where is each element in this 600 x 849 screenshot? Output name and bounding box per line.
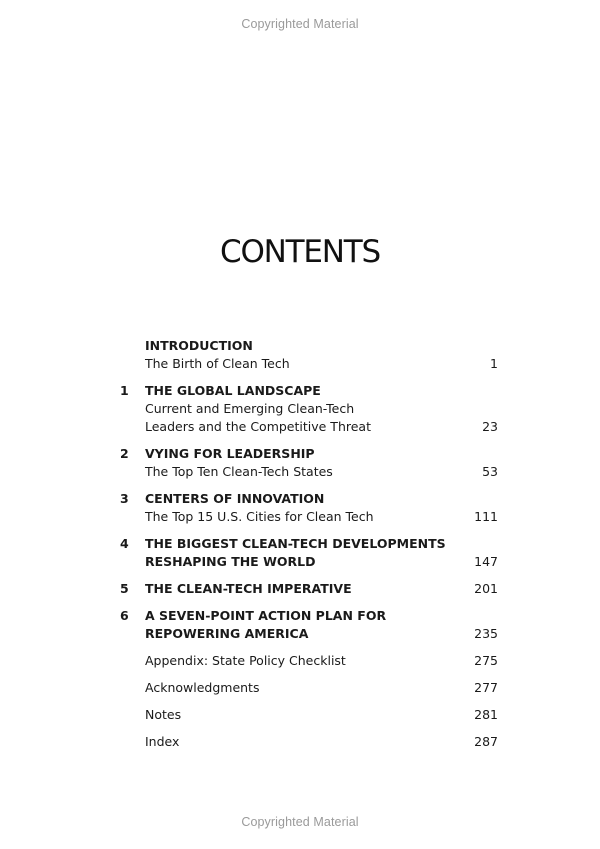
copyright-watermark-top: Copyrighted Material: [241, 17, 359, 31]
toc-entry-chapter-6[interactable]: [120, 607, 498, 643]
chapter-number: 2: [120, 446, 129, 461]
toc-page-number: 275: [474, 653, 498, 668]
toc-entry-chapter-4[interactable]: [120, 535, 498, 571]
toc-entry-introduction[interactable]: [120, 337, 498, 373]
toc-heading: VYING FOR LEADERSHIP: [145, 446, 315, 461]
toc-heading: INTRODUCTION: [145, 338, 253, 353]
chapter-number: 4: [120, 536, 129, 551]
toc-heading: RESHAPING THE WORLD: [145, 554, 316, 569]
toc-page-number: 281: [474, 707, 498, 722]
toc-label: Acknowledgments: [145, 680, 260, 695]
toc-label: Notes: [145, 707, 182, 722]
toc-entry-chapter-1[interactable]: [120, 382, 498, 436]
chapter-number: 1: [120, 383, 129, 398]
toc-subtitle: The Birth of Clean Tech: [145, 356, 290, 371]
toc-page-number: 235: [474, 626, 498, 641]
toc-subtitle: The Top 15 U.S. Cities for Clean Tech: [145, 509, 374, 524]
chapter-number: 3: [120, 491, 129, 506]
toc-entry-notes[interactable]: [120, 706, 498, 724]
toc-heading: A SEVEN-POINT ACTION PLAN FOR: [145, 608, 387, 623]
toc-page-number: 277: [474, 680, 498, 695]
toc-entry-appendix[interactable]: [120, 652, 498, 670]
toc-entry-chapter-2[interactable]: [120, 445, 498, 481]
chapter-number: 6: [120, 608, 129, 623]
table-of-contents: [120, 337, 498, 751]
toc-page-number: 201: [474, 581, 498, 596]
toc-heading: THE BIGGEST CLEAN-TECH DEVELOPMENTS: [145, 536, 446, 551]
toc-subtitle: Current and Emerging Clean-Tech: [145, 401, 355, 416]
toc-subtitle: Leaders and the Competitive Threat: [145, 419, 371, 434]
copyright-watermark-bottom: Copyrighted Material: [241, 815, 359, 829]
toc-page-number: 287: [474, 734, 498, 749]
toc-entry-index[interactable]: [120, 733, 498, 751]
toc-entry-acknowledgments[interactable]: [120, 679, 498, 697]
toc-heading: THE CLEAN-TECH IMPERATIVE: [145, 581, 352, 596]
toc-page-number: 1: [490, 356, 498, 371]
toc-entry-chapter-3[interactable]: [120, 490, 498, 526]
toc-heading: REPOWERING AMERICA: [145, 626, 309, 641]
toc-subtitle: The Top Ten Clean-Tech States: [145, 464, 333, 479]
toc-page-number: 23: [482, 419, 498, 434]
toc-heading: CENTERS OF INNOVATION: [145, 491, 325, 506]
toc-entry-chapter-5[interactable]: [120, 580, 498, 598]
chapter-number: 5: [120, 581, 129, 596]
toc-page-number: 147: [474, 554, 498, 569]
toc-heading: THE GLOBAL LANDSCAPE: [145, 383, 321, 398]
toc-page-number: 53: [482, 464, 498, 479]
toc-page-number: 111: [474, 509, 498, 524]
toc-label: Appendix: State Policy Checklist: [145, 653, 346, 668]
toc-label: Index: [145, 734, 180, 749]
page-title: CONTENTS: [220, 233, 380, 270]
